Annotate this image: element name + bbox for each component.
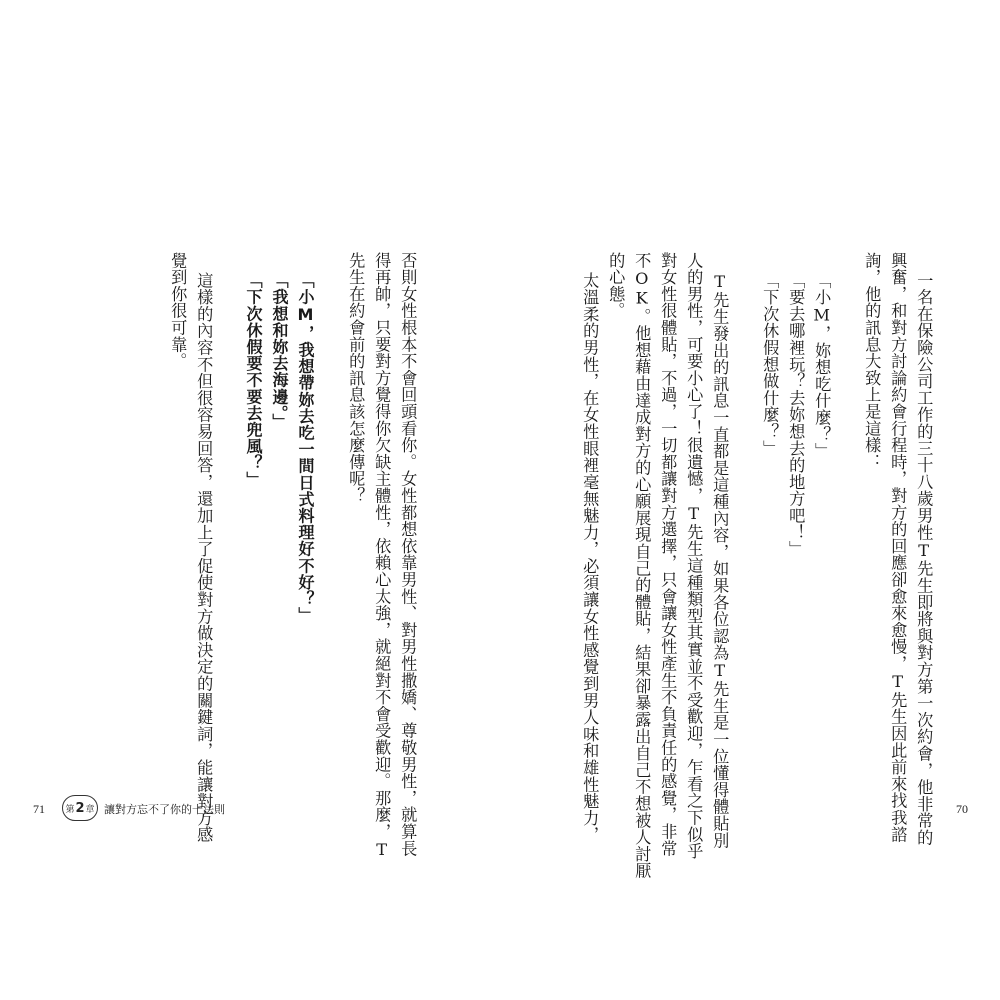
text-column: 興奮，和對方討論約會行程時，對方的回應卻愈來愈慢，T先生因此前來找我諮 [888, 252, 908, 843]
text-column: 對女性很體貼，不過，一切都讓對方選擇，只會讓女性產生不負責任的感覺，非常 [658, 252, 678, 857]
quote-line: 「要去哪裡玩？去妳想去的地方吧！」 [786, 272, 806, 558]
text-column: 太溫柔的男性，在女性眼裡毫無魅力，必須讓女性感覺到男人味和雄性魅力， [580, 272, 600, 844]
chapter-number: 2 [75, 800, 85, 816]
text-column: 一名在保險公司工作的三十八歲男性T先生即將與對方第一次約會，他非常的 [914, 272, 934, 846]
text-column: 的心態。 [606, 252, 626, 320]
page-number: 70 [956, 802, 968, 816]
quote-line: 「小M，妳想吃什麼？」 [812, 272, 832, 460]
chapter-prefix: 第 [65, 804, 75, 815]
text-column: 不OK。他想藉由達成對方的心願展現自己的體貼，結果卻暴露出自己不想被人討厭 [632, 252, 652, 880]
quote-line-bold: 「下次休假要不要去兜風？」 [244, 272, 263, 488]
quote-line-bold: 「我想和妳去海邊。」 [270, 272, 289, 430]
text-column: 得再帥，只要對方覺得你欠缺主體性，依賴心太強，就絕對不會受歡迎。那麼，T [372, 252, 392, 860]
quote-line-bold: 「小M，我想帶妳去吃一間日式料理好不好？」 [296, 272, 315, 624]
text-column: 人的男性，可要小心了！很遺憾，T先生這種類型其實並不受歡迎，乍看之下似乎 [684, 252, 704, 860]
text-column: 先生在約會前的訊息該怎麼傳呢？ [346, 252, 366, 504]
chapter-badge [62, 795, 98, 821]
text-column: 這樣的內容不但很容易回答，還加上了促使對方做決定的關鍵詞，能讓對方感 [194, 272, 214, 844]
text-column: 否則女性根本不會回頭看你。女性都想依靠男性、對男性撒嬌、尊敬男性，就算長 [398, 252, 418, 857]
page-number: 71 [33, 802, 45, 816]
quote-line: 「下次休假想做什麼？」 [760, 272, 780, 457]
text-column: 覺到你很可靠。 [168, 252, 188, 370]
text-column: T先生發出的訊息一直都是這種內容，如果各位認為T先生是一位懂得體貼別 [710, 272, 730, 849]
text-column: 詢，他的訊息大致上是這樣： [862, 252, 882, 471]
chapter-title: 讓對方忘不了你的十法則 [104, 803, 225, 816]
chapter-suffix: 章 [85, 804, 95, 815]
